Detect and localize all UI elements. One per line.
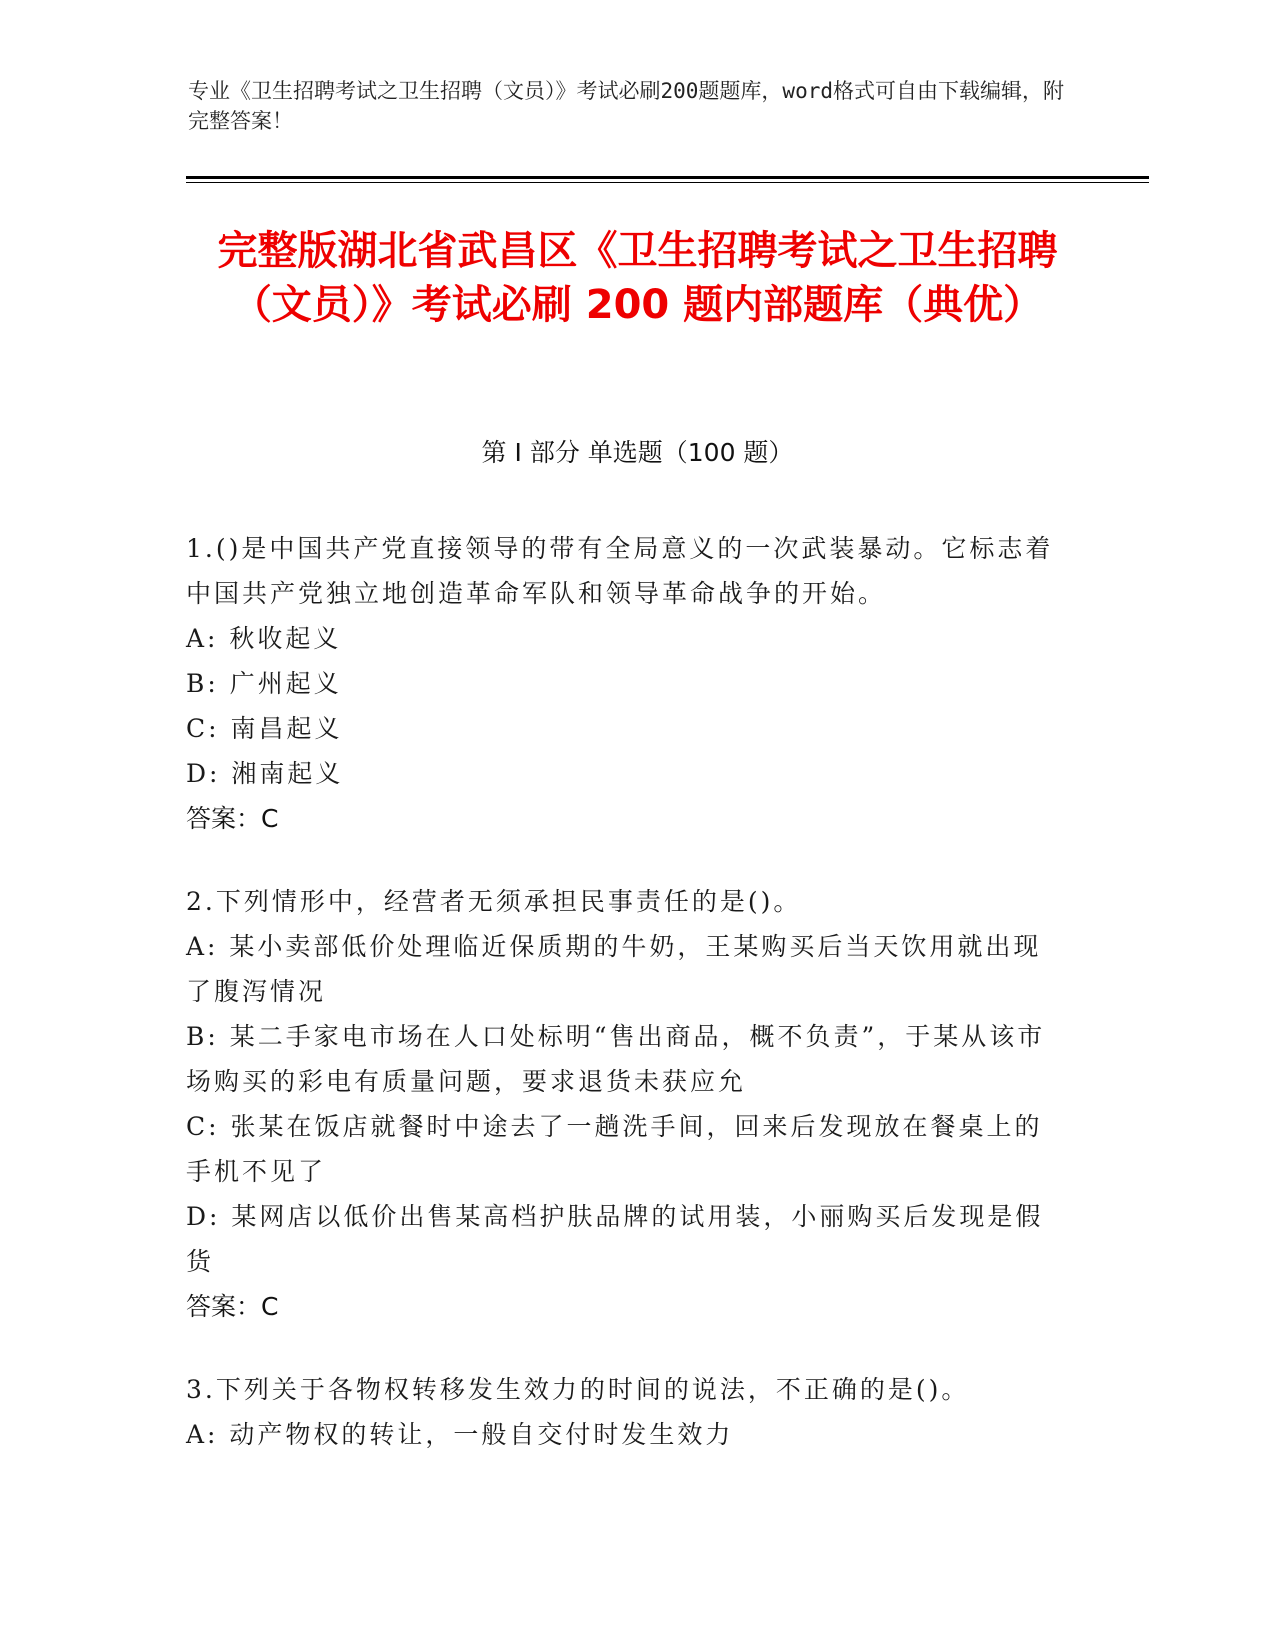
section-title: 第 I 部分 单选题（100 题） [481,438,794,467]
option-a: A: 动产物权的转让，一般自交付时发生效力 [186,1420,734,1449]
header-rule-thick [186,176,1149,179]
question-2 [186,879,1066,1329]
question-1 [186,526,1066,841]
header-rule-thin [186,182,1149,183]
question-text: 1.()是中国共产党直接领导的带有全局意义的一次武装暴动。它标志着中国共产党独立地创造革命军队和领导革命战争的开始。 [186,534,1054,608]
option-c: C: 张某在饭店就餐时中途去了一趟洗手间，回来后发现放在餐桌上的手机不见了 [186,1112,1043,1186]
option-a: A: 秋收起义 [186,624,342,653]
question-3 [186,1367,1066,1457]
option-b: B: 广州起义 [186,669,342,698]
header-note: 专业《卫生招聘考试之卫生招聘（文员）》考试必刷200题题库，word格式可自由下载编辑，附完整答案！ [188,79,1064,133]
question-text: 2.下列情形中，经营者无须承担民事责任的是()。 [186,887,802,916]
option-c: C: 南昌起义 [186,714,343,743]
option-b: B: 某二手家电市场在人口处标明“售出商品，概不负责”，于某从该市场购买的彩电有质量问题，要求退货未获应允 [186,1022,1046,1096]
option-d: D: 某网店以低价出售某高档护肤品牌的试用装，小丽购买后发现是假货 [186,1202,1044,1276]
option-a: A: 某小卖部低价处理临近保质期的牛奶，王某购买后当天饮用就出现了腹泻情况 [186,932,1042,1006]
question-list [186,526,1066,1495]
answer: 答案：C [186,804,279,833]
document-title: 完整版湖北省武昌区《卫生招聘考试之卫生招聘（文员）》考试必刷 200 题内部题库（典优） [217,228,1058,328]
answer: 答案：C [186,1292,279,1321]
option-d: D: 湘南起义 [186,759,344,788]
question-text: 3.下列关于各物权转移发生效力的时间的说法，不正确的是()。 [186,1375,970,1404]
